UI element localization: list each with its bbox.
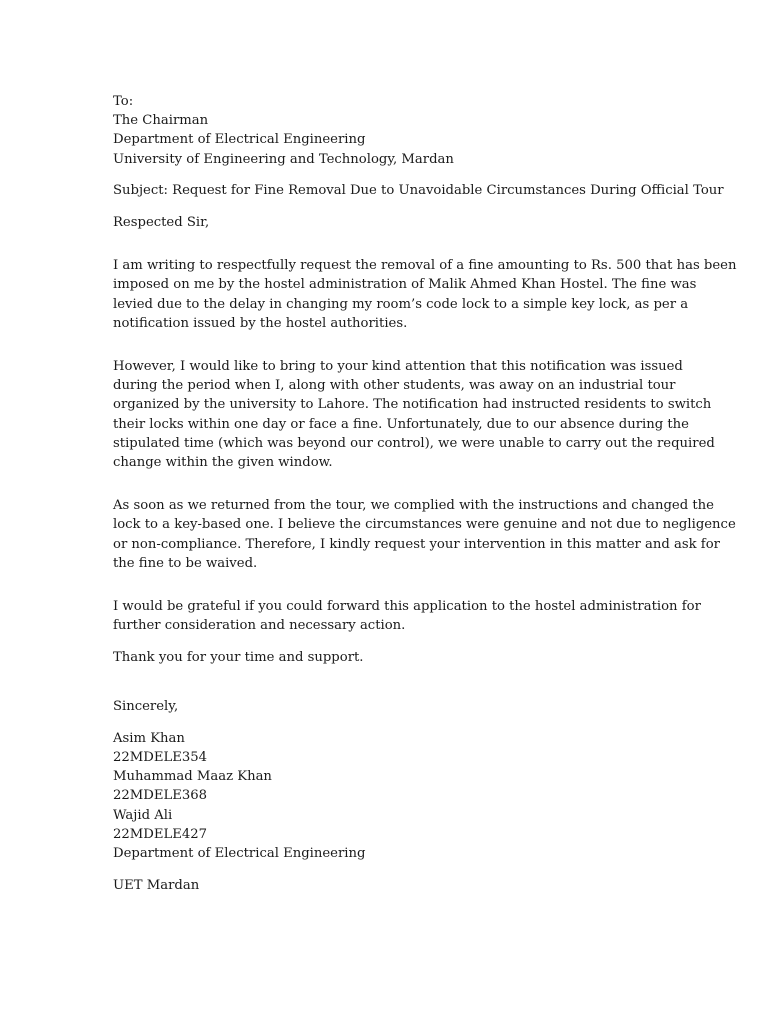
signatory-name: Wajid Ali (113, 807, 173, 823)
paragraph-line: levied due to the delay in changing my room’s code lock to a simple key lock, as per a (113, 296, 689, 312)
signatory-name: Muhammad Maaz Khan (113, 769, 272, 785)
address-to-label: To: (113, 94, 134, 109)
paragraph-line: I am writing to respectfully request the removal of a fine amounting to Rs. 500 that has been (113, 258, 737, 274)
signatory-registration: 22MDELE368 (113, 788, 208, 804)
paragraph-1 (113, 256, 737, 333)
recipient-title: The Chairman (113, 113, 209, 129)
paragraph-line: However, I would like to bring to your kind attention that this notification was issued (113, 359, 683, 375)
letter-subject: Subject: Request for Fine Removal Due to Unavoidable Circumstances During Official Tour (113, 183, 724, 199)
paragraph-line: Thank you for your time and support. (113, 649, 364, 665)
paragraph-line: organized by the university to Lahore. The notification had instructed residents to switch (113, 397, 712, 413)
paragraph-line: As soon as we returned from the tour, we complied with the instructions and changed the (113, 498, 714, 514)
paragraph-line: further consideration and necessary action. (113, 618, 406, 634)
recipient-department: Department of Electrical Engineering (113, 132, 366, 148)
paragraph-line: change within the given window. (113, 455, 333, 471)
salutation: Respected Sir, (113, 215, 210, 231)
paragraph-line: lock to a key-based one. I believe the circumstances were genuine and not due to negligence (113, 517, 736, 533)
institution-name: UET Mardan (113, 877, 200, 893)
paragraph-line: during the period when I, along with other students, was away on an industrial tour (113, 378, 676, 394)
paragraph-line: or non-compliance. Therefore, I kindly request your intervention in this matter and ask for (113, 536, 720, 552)
paragraph-line: imposed on me by the hostel administration of Malik Ahmed Khan Hostel. The fine was (113, 277, 697, 293)
recipient-address-block (113, 92, 673, 169)
paragraph-line: notification issued by the hostel authorities. (113, 315, 408, 331)
recipient-university: University of Engineering and Technology, Mardan (113, 151, 454, 167)
signatory-name: Asim Khan (113, 730, 185, 746)
paragraph-line: their locks within one day or face a fine. Unfortunately, due to our absence during the (113, 416, 689, 432)
paragraph-line: stipulated time (which was beyond our control), we were unable to carry out the required (113, 435, 715, 451)
paragraph-line: the fine to be waived. (113, 555, 258, 571)
paragraph-5 (113, 648, 673, 667)
letter-body (113, 92, 737, 895)
signatory-registration: 22MDELE354 (113, 750, 208, 766)
paragraph-4 (113, 597, 701, 635)
closing: Sincerely, (113, 699, 179, 715)
signatory-department: Department of Electrical Engineering (113, 846, 366, 862)
paragraph-3 (113, 496, 736, 573)
paragraph-2 (113, 357, 715, 472)
paragraph-line: I would be grateful if you could forward this application to the hostel administration for (113, 599, 701, 615)
signatory-registration: 22MDELE427 (113, 826, 208, 842)
signature-block (113, 729, 673, 863)
